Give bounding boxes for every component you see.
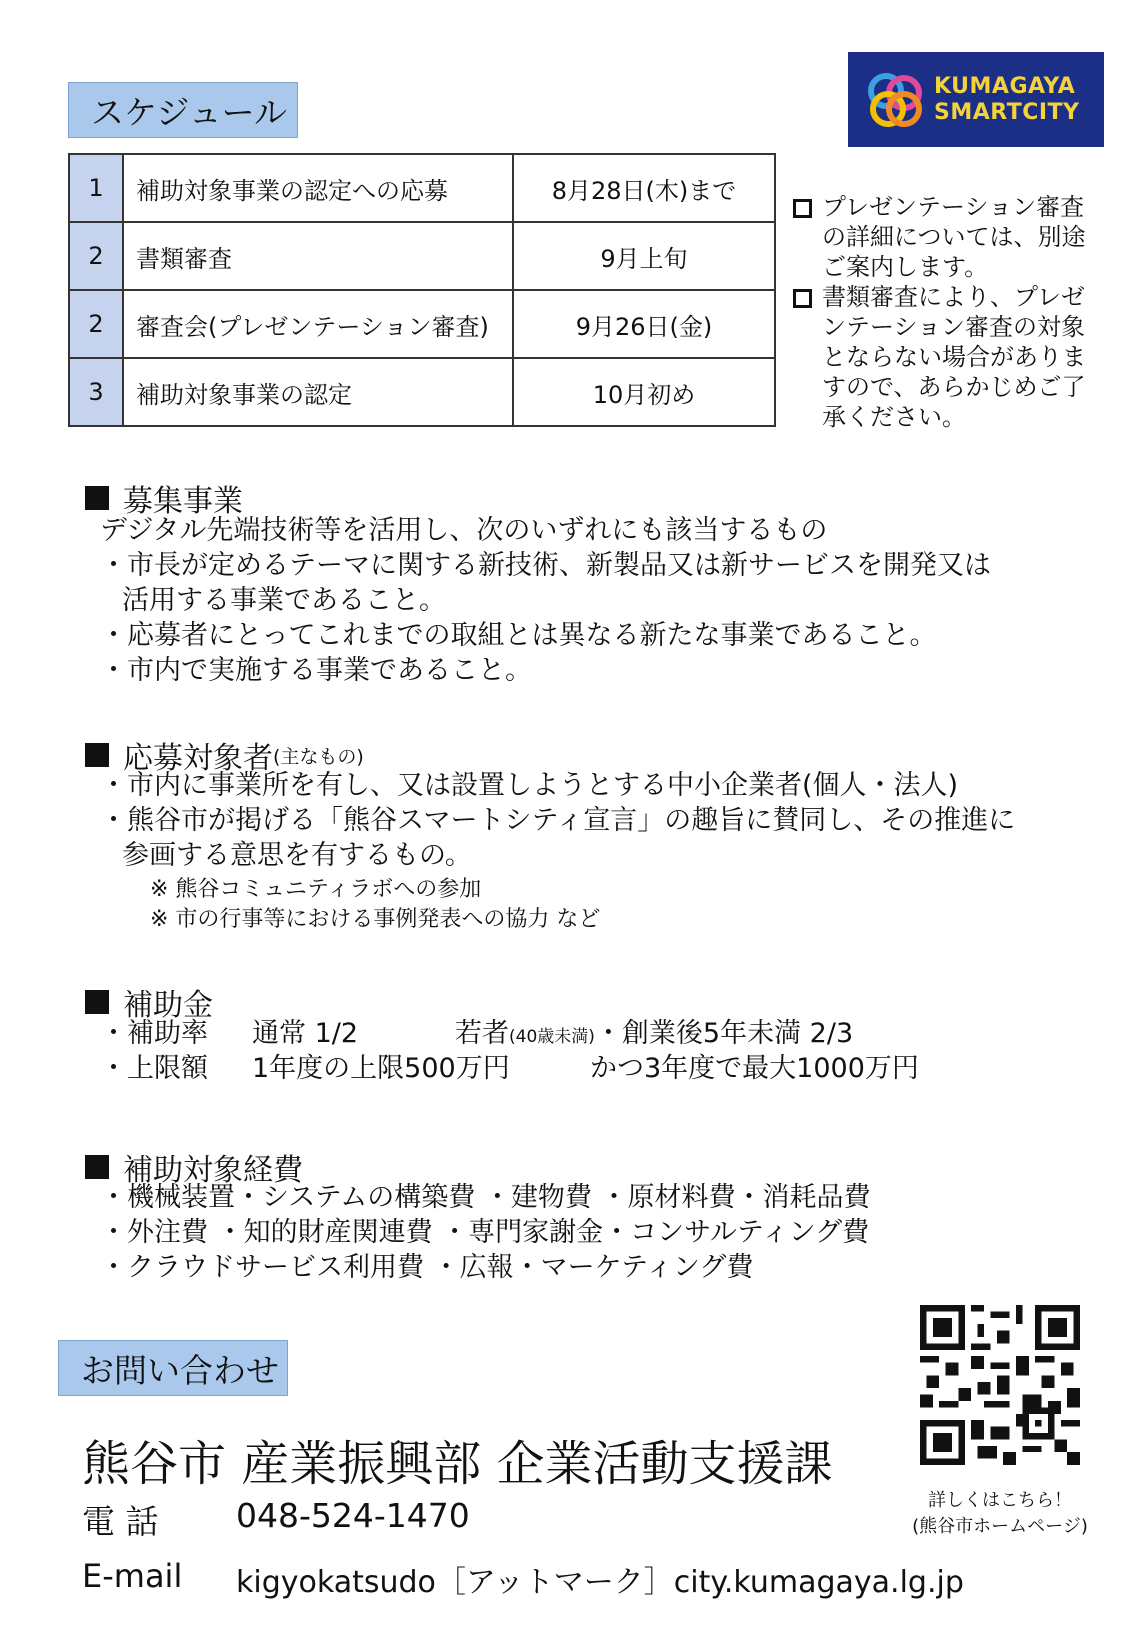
black-square-icon xyxy=(85,990,109,1014)
row-item: 審査会(プレゼンテーション審査) xyxy=(123,290,513,358)
eligible-heading: 応募対象者 (主なもの) xyxy=(85,733,364,777)
table-row xyxy=(69,358,775,426)
row-number: 2 xyxy=(69,290,123,358)
row-date: 9月26日(金) xyxy=(513,290,775,358)
row-date: 9月上旬 xyxy=(513,222,775,290)
recruit-line2: ・応募者にとってこれまでの取組とは異なる新たな事業であること。 xyxy=(100,620,937,651)
smartcity-logo-icon xyxy=(866,71,924,129)
phone-label: 電 話 xyxy=(82,1502,159,1541)
note-item xyxy=(793,192,1093,282)
schedule-tab-label: スケジュール xyxy=(91,92,288,132)
email-label: E-mail xyxy=(82,1557,183,1595)
qr-caption xyxy=(880,1488,1120,1540)
black-square-icon xyxy=(85,743,109,767)
note-text: プレゼンテーション審査の詳細については、別途ご案内します。 xyxy=(822,193,1086,281)
subsidy-limit-value: 1年度の上限500万円 xyxy=(252,1053,510,1084)
schedule-tab xyxy=(68,82,298,138)
recruit-intro: デジタル先端技術等を活用し、次のいずれにも該当するもの xyxy=(100,515,828,546)
schedule-notes xyxy=(793,192,1093,432)
recruit-line1b: 活用する事業であること。 xyxy=(122,585,446,616)
schedule-table xyxy=(68,153,776,427)
row-date: 10月初め xyxy=(513,358,775,426)
eligible-line2: ・熊谷市が掲げる「熊谷スマートシティ宣言」の趣旨に賛同し、その推進に xyxy=(100,805,1016,836)
kumagaya-smartcity-logo xyxy=(848,52,1104,147)
table-row xyxy=(69,290,775,358)
recruit-heading: 募集事業 xyxy=(85,476,243,520)
eligible-note2: ※ 市の行事等における事例発表への協力 など xyxy=(150,907,601,932)
subsidy-rate-young: 若者(40歳未満)・創業後5年未満 2/3 xyxy=(455,1018,854,1049)
contact-tab xyxy=(58,1340,288,1396)
row-number: 1 xyxy=(69,154,123,222)
row-number: 2 xyxy=(69,222,123,290)
eligible-note1: ※ 熊谷コミュニティラボへの参加 xyxy=(150,877,482,902)
recruit-line1: ・市長が定めるテーマに関する新技術、新製品又は新サービスを開発又は xyxy=(100,550,991,581)
logo-line2: SMARTCITY xyxy=(934,99,1080,125)
contact-tab-label: お問い合わせ xyxy=(81,1350,279,1390)
row-item: 補助対象事業の認定 xyxy=(123,358,513,426)
eligible-heading-small: (主なもの) xyxy=(273,745,364,768)
subsidy-limit-total: かつ3年度で最大1000万円 xyxy=(590,1053,919,1084)
table-row xyxy=(69,222,775,290)
eligible-line1: ・市内に事業所を有し、又は設置しようとする中小企業者(個人・法人) xyxy=(100,770,959,801)
subsidy-heading: 補助金 xyxy=(85,980,213,1024)
row-date: 8月28日(木)まで xyxy=(513,154,775,222)
qr-caption-line1: 詳しくはこちら！ xyxy=(928,1490,1072,1511)
subsidy-limit-label: ・上限額 xyxy=(100,1053,208,1084)
expenses-line3: ・クラウドサービス利用費 ・広報・マーケティング費 xyxy=(100,1252,754,1283)
checkbox-square-icon xyxy=(793,199,812,218)
checkbox-square-icon xyxy=(793,289,812,308)
eligible-line2b: 参画する意思を有するもの。 xyxy=(122,840,472,871)
expenses-line1: ・機械装置・システムの構築費 ・建物費 ・原材料費・消耗品費 xyxy=(100,1182,871,1213)
qr-caption-line2: (熊谷市ホームページ) xyxy=(912,1516,1088,1537)
subsidy-rate-label: ・補助率 xyxy=(100,1018,208,1049)
qr-code-icon[interactable] xyxy=(920,1305,1080,1465)
row-item: 補助対象事業の認定への応募 xyxy=(123,154,513,222)
recruit-line3: ・市内で実施する事業であること。 xyxy=(100,655,532,686)
subsidy-rate-normal: 通常 1/2 xyxy=(252,1018,359,1049)
row-number: 3 xyxy=(69,358,123,426)
table-row xyxy=(69,154,775,222)
black-square-icon xyxy=(85,1155,109,1179)
phone-number: 048-524-1470 xyxy=(236,1496,470,1535)
note-text: 書類審査により、プレゼンテーション審査の対象とならない場合がありますので、あらかじめご了承ください。 xyxy=(822,283,1086,431)
email-address: kigyokatsudo［アットマーク］city.kumagaya.lg.jp xyxy=(236,1565,964,1600)
expenses-heading: 補助対象経費 xyxy=(85,1145,303,1189)
note-item xyxy=(793,282,1093,432)
expenses-line2: ・外注費 ・知的財産関連費 ・専門家謝金・コンサルティング費 xyxy=(100,1217,870,1248)
black-square-icon xyxy=(85,486,109,510)
organization-name: 熊谷市 産業振興部 企業活動支援課 xyxy=(82,1436,833,1492)
row-item: 書類審査 xyxy=(123,222,513,290)
logo-line1: KUMAGAYA xyxy=(934,73,1076,99)
